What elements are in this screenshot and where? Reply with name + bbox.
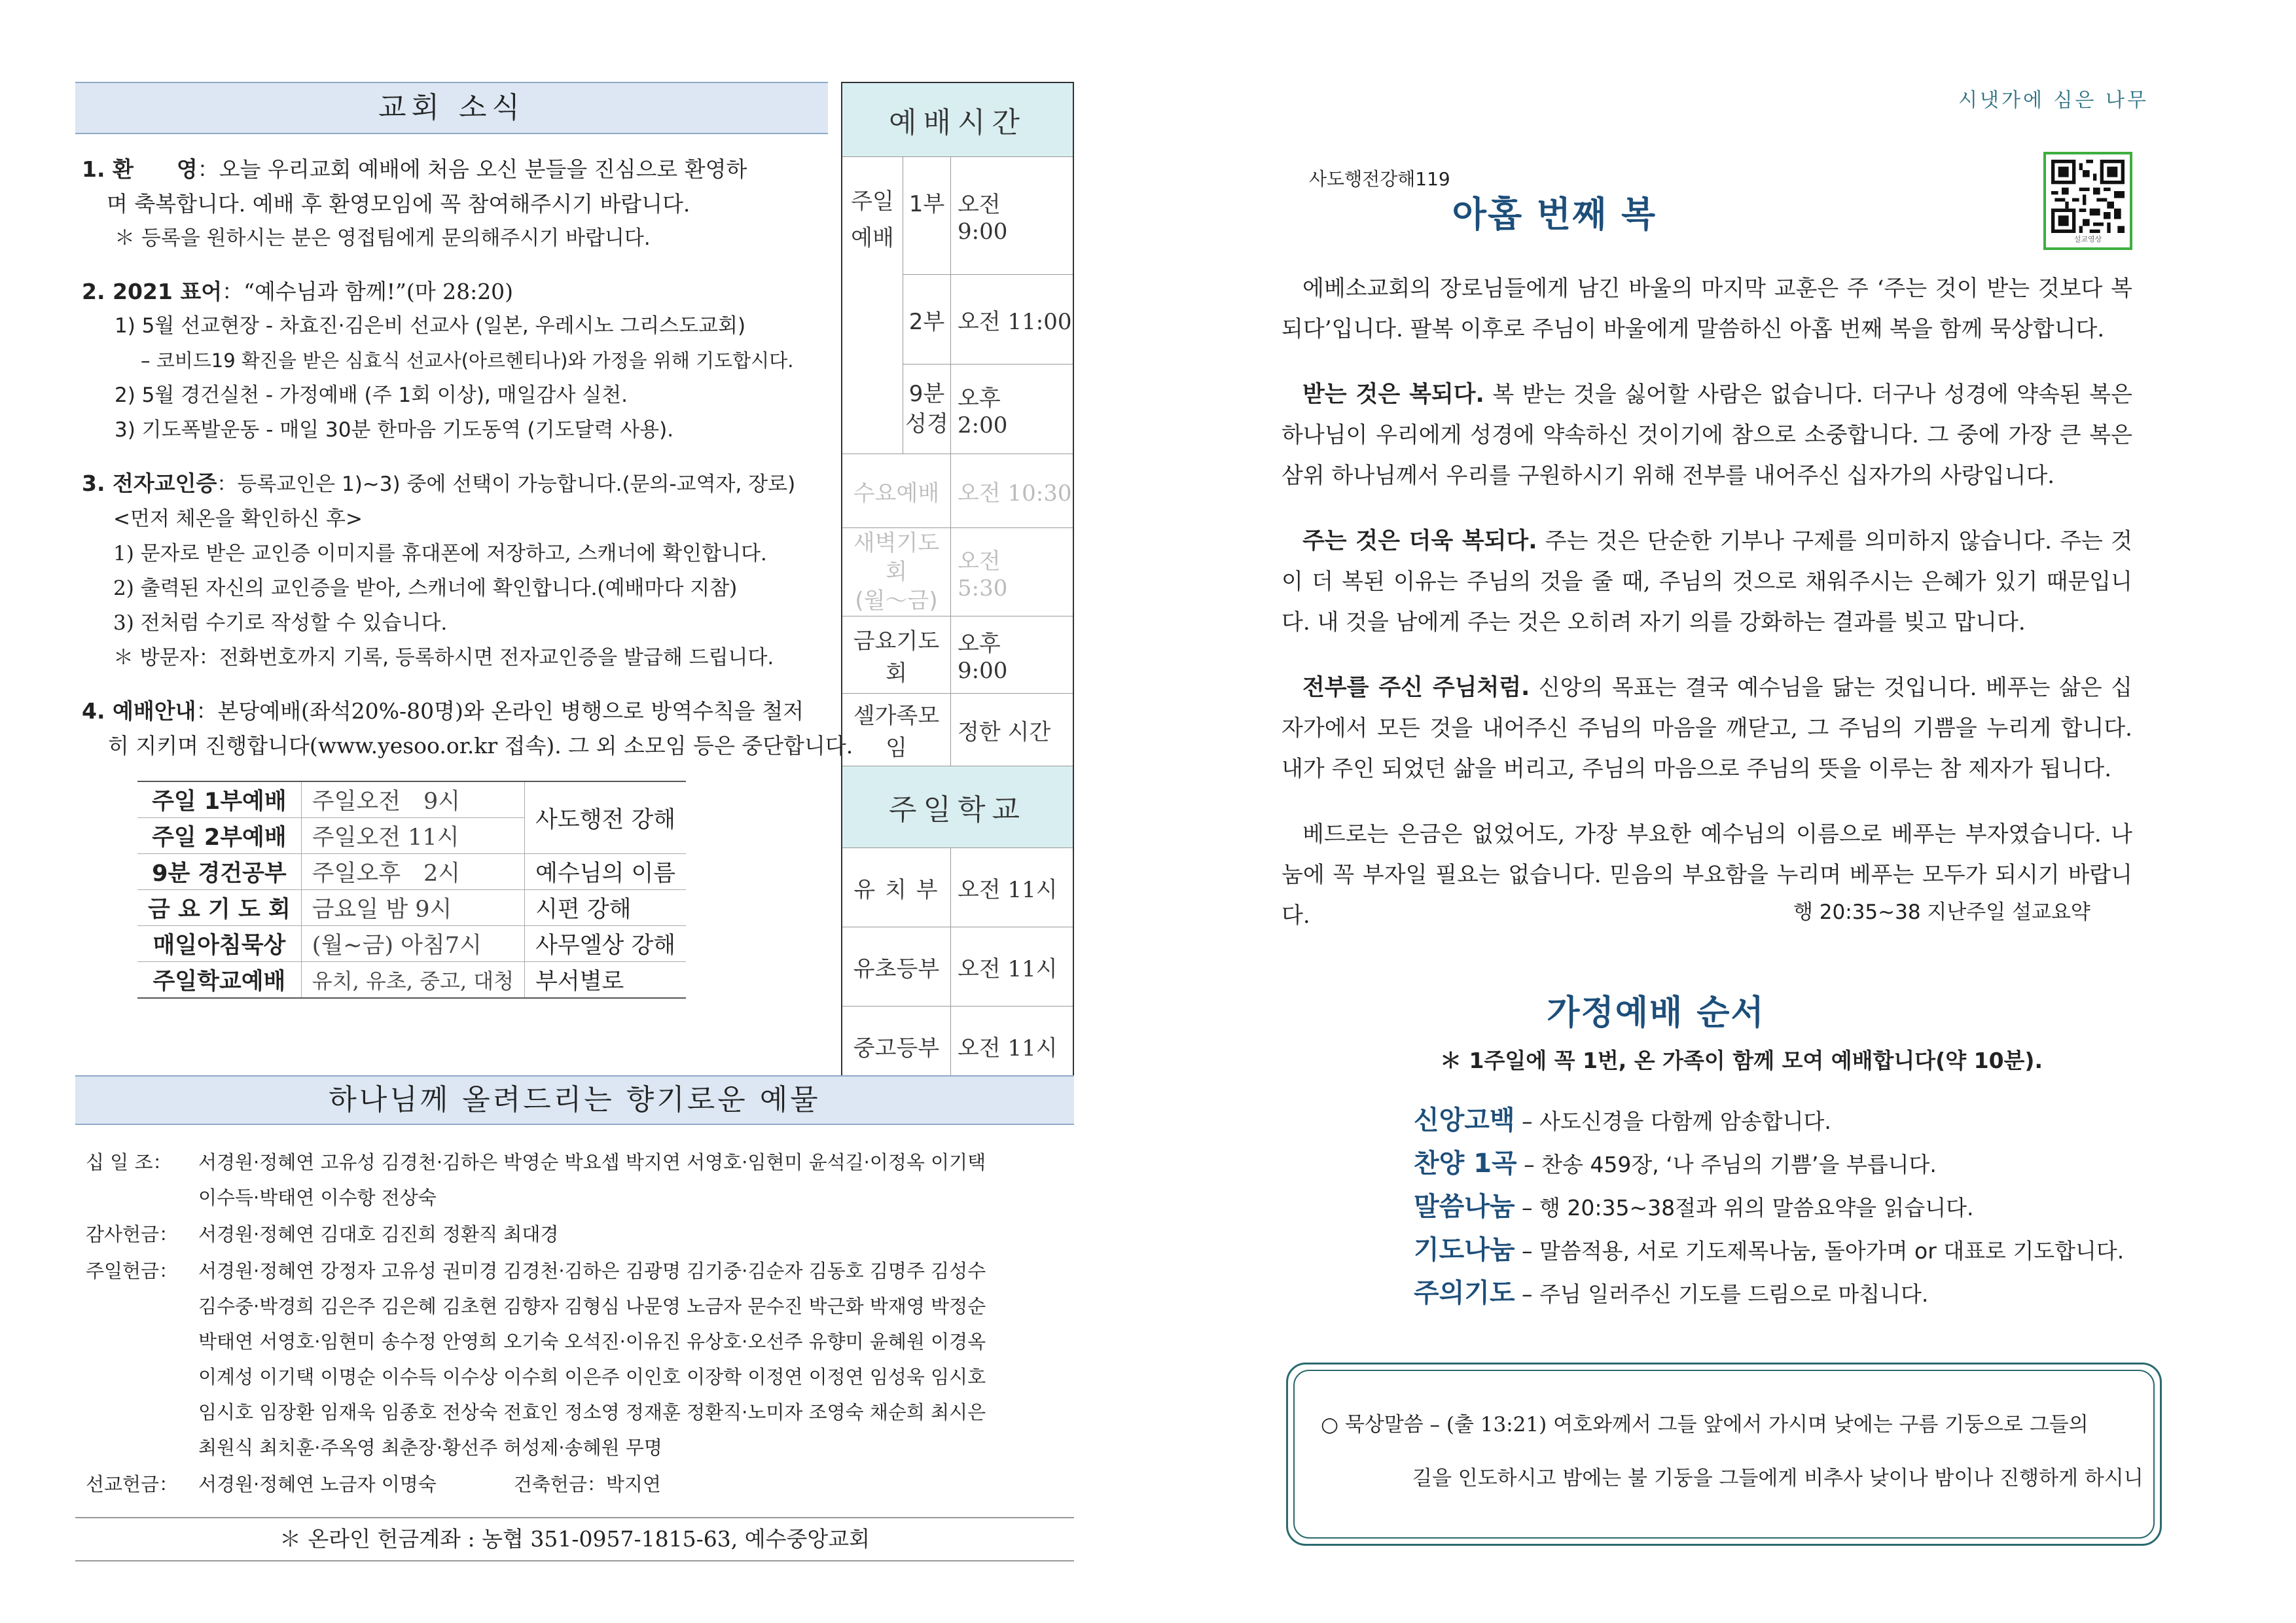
step-key: 말씀나눔 [1414, 1192, 1515, 1222]
school-time: 오전 11시 [951, 848, 1074, 927]
worship-other-name: 새벽기도회 (월～금) [842, 528, 951, 616]
tithe-line: 이수득·박태연 이수항 전상숙 [198, 1186, 437, 1209]
schedule-time: 유치, 유초, 중고, 대청 [301, 962, 524, 999]
sermon-body [1282, 268, 2132, 936]
sunday-offering-line: 서경원·정혜연 강정자 고유성 권미경 김경천·김하은 김광명 김기중·김순자 김동호 김명주 김성수 [198, 1260, 986, 1282]
worship-other-time: 오후 9:00 [951, 616, 1074, 694]
schedule-name: 주일학교예배 [137, 962, 301, 999]
table-row [137, 890, 686, 926]
schedule-topic: 사도행전 강해 [525, 781, 687, 854]
sunday-offering-label: 주일헌금： [86, 1260, 179, 1282]
news-item-3-pre: <먼저 체온을 확인하신 후> [113, 507, 363, 531]
worship-time: 오후 2:00 [951, 365, 1074, 454]
news-item-4-line1: ：본당예배(좌석20%-80명)와 온라인 병행으로 방역수칙을 철저 [196, 698, 804, 724]
schedule-topic: 시편 강해 [525, 890, 687, 926]
sermon-p2-head: 주는 것은 더욱 복되다. [1302, 528, 1537, 554]
school-time: 오전 11시 [951, 1007, 1074, 1086]
meditation-line2: 길을 인도하시고 밤에는 불 기둥을 그들에게 비추사 낮이나 밤이나 진행하게 하시니 [1412, 1467, 2144, 1490]
table-row [137, 781, 686, 818]
qr-icon [2051, 160, 2125, 233]
offering-title-bar [75, 1075, 1074, 1125]
table-row [842, 616, 1073, 694]
table-row [842, 528, 1073, 616]
sunday-offering-line: 김수중·박경희 김은주 김은혜 김초현 김향자 김형심 나문영 노금자 문수진 박근화 박재영 박정순 [198, 1295, 986, 1317]
schedule-name: 매일아침묵상 [137, 926, 301, 962]
mission-label: 선교헌금： [86, 1473, 179, 1495]
step-text: – 행 20:35~38절과 위의 말씀요약을 읽습니다. [1515, 1195, 1974, 1221]
sermon-reference: 행 20:35~38 지난주일 설교요약 [1793, 901, 2090, 924]
news-item-3-s2: 2) 출력된 자신의 교인증을 받아, 스캐너에 확인합니다.(예배마다 지참) [113, 577, 738, 600]
family-worship-steps [1414, 1099, 2124, 1315]
step-key: 기도나눔 [1414, 1235, 1515, 1265]
table-row [842, 694, 1073, 766]
service-schedule-table [137, 781, 686, 999]
table-row [842, 157, 1073, 275]
table-row [137, 962, 686, 999]
worship-other-name: 수요예배 [842, 454, 951, 528]
worship-other-time: 오전 10:30 [951, 454, 1074, 528]
worship-other-name: 셀가족모임 [842, 694, 951, 766]
offering-account [75, 1517, 1074, 1561]
family-worship-title: 가정예배 순서 [1547, 993, 1765, 1033]
schedule-time: 주일오후 2시 [301, 854, 524, 890]
qr-caption: 설교영상 [2073, 235, 2102, 243]
worship-time: 오전 9:00 [951, 157, 1074, 275]
table-row [842, 454, 1073, 528]
news-item-3-s3: 3) 전처럼 수기로 작성할 수 있습니다. [113, 611, 448, 635]
schedule-name: 9분 경건공부 [137, 854, 301, 890]
tithe-label: 십 일 조： [86, 1151, 172, 1173]
sunday-offering-line: 임시호 임장환 임재욱 임종호 전상숙 전효인 정소영 정재훈 정환직·노미자 조영숙 채순희 최시은 [198, 1401, 986, 1423]
offering-title: 하나님께 올려드리는 향기로운 예물 [329, 1083, 821, 1116]
list-item [1414, 1099, 2124, 1143]
schedule-topic: 사무엘상 강해 [525, 926, 687, 962]
thanks-label: 감사헌금： [86, 1223, 179, 1245]
step-key: 신앙고백 [1414, 1105, 1515, 1135]
sermon-p2: 주는 것은 단순한 기부나 구제를 의미하지 않습니다. 주는 것이 더 복된 이유는 주님의 것을 줄 때, 주님의 것으로 채워주시는 은혜가 있기 때문입니다. 내 것을 남에게 주는 것은 오히려 자기 의를 강화하는 결과를 빚고 맙니다. [1282, 528, 2132, 635]
sunday-school-title: 주일학교 [842, 766, 1073, 848]
sermon-p4: 베드로는 은금은 없었어도, 가장 부요한 예수님의 이름으로 베푸는 부자였습니다. 나눔에 꼭 부자일 필요는 없습니다. 믿음의 부요함을 누리며 베푸는 모두가 되시기 바랍니다. [1282, 821, 2132, 929]
thanks-names: 서경원·정혜연 김대호 김진희 정환직 최대경 [198, 1223, 559, 1245]
list-item [1414, 1143, 2124, 1186]
meditation-box [1286, 1363, 2162, 1546]
worship-time-table [841, 82, 1074, 1086]
news-item-3-label: 3. 전자교인증 [82, 471, 217, 496]
list-item [1414, 1186, 2124, 1229]
building-label: 건축헌금： [513, 1473, 606, 1495]
news-item-2-text: ：“예수님과 함께!”(마 28:20) [222, 279, 514, 304]
school-time: 오전 11시 [951, 927, 1074, 1007]
step-text: – 사도신경을 다함께 암송합니다. [1515, 1109, 1831, 1134]
schedule-topic: 예수님의 이름 [525, 854, 687, 890]
step-text: – 말씀적용, 서로 기도제목나눔, 돌아가며 or 대표로 기도합니다. [1515, 1238, 2125, 1264]
news-item-4-line2: 히 지키며 진행합니다(www.yesoo.or.kr 접속). 그 외 소모임 등은 중단합니다. [108, 733, 853, 758]
table-row [842, 927, 1073, 1007]
news-item-4-label: 4. 예배안내 [82, 698, 196, 724]
news-title-bar [75, 82, 828, 134]
sunday-offering-line: 최원식 최치훈·주옥영 최춘장·황선주 허성제·송혜원 무명 [198, 1436, 662, 1459]
sermon-p3-head: 전부를 주신 주님처럼. [1302, 675, 1530, 701]
news-item-1-note: ＊ 등록을 원하시는 분은 영접팀에게 문의해주시기 바랍니다. [115, 226, 651, 250]
worship-part: 9분 성경 [903, 365, 951, 454]
school-dept: 중고등부 [842, 1007, 951, 1086]
worship-part: 2부 [903, 275, 951, 365]
news-item-3-note: ＊ 방문자：전화번호까지 기록, 등록하시면 전자교인증을 발급해 드립니다. [113, 646, 774, 669]
list-item [1414, 1229, 2124, 1272]
schedule-time: 주일오전 9시 [301, 781, 524, 818]
schedule-time: 주일오전 11시 [301, 818, 524, 854]
school-dept: 유초등부 [842, 927, 951, 1007]
news-item-2-s3: 3) 기도폭발운동 - 매일 30분 한마음 기도동역 (기도달력 사용). [115, 418, 674, 442]
news-body [82, 152, 853, 763]
family-worship-note: ＊ 1주일에 꼭 1번, 온 가족이 함께 모여 예배합니다(약 10분). [1440, 1048, 2043, 1073]
schedule-name: 주일 1부예배 [137, 781, 301, 818]
news-item-3-text: ：등록교인은 1)~3) 중에 선택이 가능합니다.(문의-교역자, 장로) [217, 473, 796, 496]
sunday-worship-label: 주일 예배 [842, 157, 903, 454]
news-item-2-label: 2. 2021 표어 [82, 279, 223, 304]
table-row [842, 1007, 1073, 1086]
qr-code[interactable] [2043, 152, 2132, 250]
step-key: 주의기도 [1414, 1278, 1515, 1308]
table-row [842, 848, 1073, 927]
news-item-2-s1: 1) 5월 선교현장 - 차효진·김은비 선교사 (일본, 우레시노 그리스도교회) [115, 314, 746, 338]
table-row [137, 926, 686, 962]
tithe-line: 서경원·정혜연 고유성 김경천·김하은 박영순 박요셉 박지연 서영호·임현미 윤석길·이정옥 이기택 [198, 1151, 986, 1173]
worship-other-time: 정한 시간 [951, 694, 1074, 766]
news-title: 교회 소식 [378, 91, 525, 124]
building-names: 박지연 [605, 1473, 661, 1495]
news-item-1-line2: 며 축복합니다. 예배 후 환영모임에 꼭 참여해주시기 바랍니다. [107, 191, 691, 217]
news-item-2-s2: 2) 5월 경건실천 - 가정예배 (주 1회 이상), 매일감사 실천. [115, 383, 628, 407]
worship-part: 1부 [903, 157, 951, 275]
table-row [137, 854, 686, 890]
tagline: 시냇가에 심은 나무 [1958, 89, 2149, 112]
list-item [1414, 1272, 2124, 1315]
news-item-3-s1: 1) 문자로 받은 교인증 이미지를 휴대폰에 저장하고, 스캐너에 확인합니다. [113, 542, 767, 565]
sunday-offering-line: 이계성 이기택 이명순 이수득 이수상 이수희 이은주 이인호 이장학 이정연 이정연 임성욱 임시호 [198, 1366, 986, 1388]
schedule-name: 주일 2부예배 [137, 818, 301, 854]
news-item-1-line1: ：오늘 우리교회 예배에 처음 오신 분들을 진심으로 환영하 [197, 156, 747, 182]
news-item-2-s1b: – 코비드19 확진을 받은 심효식 선교사(아르헨티나)와 가정을 위해 기도합시다. [141, 349, 794, 372]
step-text: – 찬송 459장, ‘나 주님의 기쁨’을 부릅니다. [1516, 1152, 1937, 1177]
sermon-series: 사도행전강해119 [1309, 168, 1450, 190]
sermon-p1: 복 받는 것을 싫어할 사람은 없습니다. 더구나 성경에 약속된 복은 하나님이 우리에게 성경에 약속하신 것이기에 참으로 소중합니다. 그 중에 가장 큰 복은 삼위 하나님께서 우리를 구원하시기 위해 전부를 내어주신 십자가의 사랑입니다. [1282, 382, 2132, 489]
sermon-p1-head: 받는 것은 복되다. [1302, 382, 1484, 408]
worship-other-name: 금요기도회 [842, 616, 951, 694]
offering-list [85, 1144, 986, 1503]
step-key: 찬양 1곡 [1414, 1149, 1517, 1179]
worship-time: 오전 11:00 [951, 275, 1074, 365]
sermon-p3: 신앙의 목표는 결국 예수님을 닮는 것입니다. 베푸는 삶은 십자가에서 모든 것을 내어주신 주님의 마음을 깨닫고, 그 주님의 기쁨을 누리게 합니다. 내가 주인 되었던 삶을 버리고, 주님의 마음으로 주님의 뜻을 이루는 참 제자가 됩니다. [1282, 675, 2132, 782]
news-item-1-label: 1. 환 영 [82, 156, 198, 182]
schedule-time: (월~금) 아침7시 [301, 926, 524, 962]
sunday-offering-line: 박태연 서영호·임현미 송수정 안영희 오기숙 오석진·이유진 유상호·오선주 유향미 윤혜원 이경옥 [198, 1330, 986, 1353]
school-dept: 유 치 부 [842, 848, 951, 927]
sermon-intro: 에베소교회의 장로님들에게 남긴 바울의 마지막 교훈은 주 ‘주는 것이 받는 것보다 복되다’입니다. 팔복 이후로 주님이 바울에게 말씀하신 아홉 번째 복을 함께 묵상합니다. [1282, 276, 2132, 342]
sermon-title: 아홉 번째 복 [1452, 194, 1657, 235]
account-text: ＊ 온라인 헌금계좌 : 농협 351-0957-1815-63, 예수중앙교회 [279, 1526, 870, 1552]
schedule-time: 금요일 밤 9시 [301, 890, 524, 926]
schedule-name: 금 요 기 도 회 [137, 890, 301, 926]
mission-names: 서경원·정혜연 노금자 이명숙 [198, 1473, 437, 1495]
schedule-topic: 부서별로 [525, 962, 687, 999]
meditation-line1: ○ 묵상말씀 – (출 13:21) 여호와께서 그들 앞에서 가시며 낮에는 구름 기둥으로 그들의 [1321, 1413, 2089, 1436]
step-text: – 주님 일러주신 기도를 드림으로 마칩니다. [1515, 1281, 1929, 1307]
worship-other-time: 오전 5:30 [951, 528, 1074, 616]
worship-title: 예배시간 [842, 82, 1073, 157]
